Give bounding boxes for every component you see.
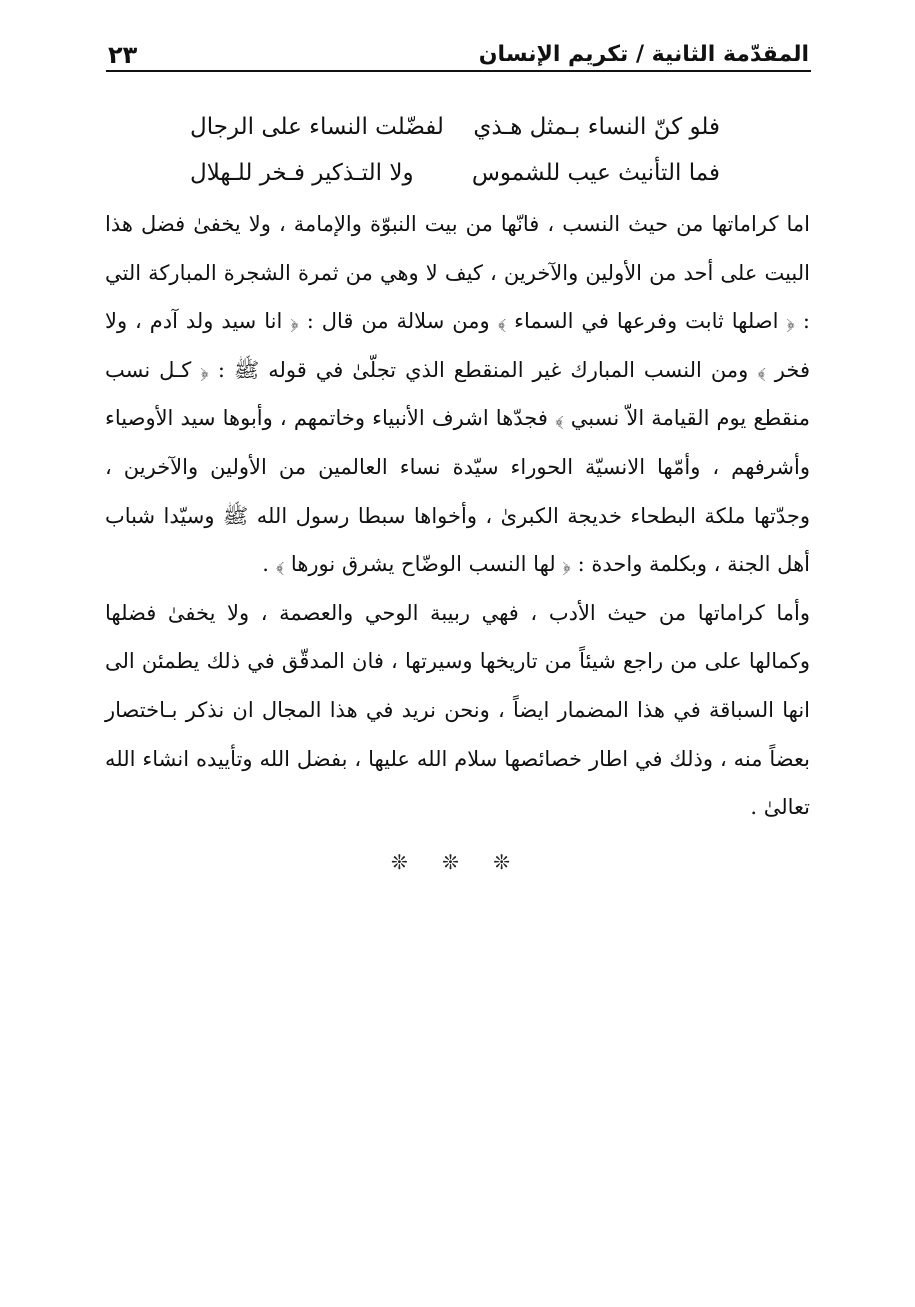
- paragraph-lineage: اما كراماتها من حيث النسب ، فانّها من بيت النبوّة والإمامة ، ولا يخفىٰ فضل هذا البيت على أحد من الأولين والآخرين ، كيف لا وهي من ثمرة الشجرة المباركة التي : ﴿ اصلها ثابت وفرعها في السماء ﴾ ومن سلالة من قال : ﴿ انا سيد ولد آدم ، ولا فخر ﴾ ومن النسب المبارك غير المنقطع الذي تجلّىٰ في قوله ﷺ : ﴿ كـل نسب منقطع يوم القيامة الاّ نسبي ﴾ فجدّها اشرف الأنبياء وخاتمهم ، وأبوها سيد الأوصياء وأشرفهم ، وأمّها الانسيّة الحوراء سيّدة نساء العالمين من الأولين والآخرين ، وجدّتها ملكة البطحاء خديجة الكبرىٰ ، وأخواها سبطا رسول الله ﷺ وسيّدا شباب أهل الجنة ، وبكلمة واحدة : ﴿ لها النسب الوضّاح يشرق نورها ﴾ .: [105, 212, 810, 577]
- section-separator: ❊ ❊ ❊: [391, 850, 524, 874]
- poem: [190, 104, 720, 196]
- verse-second-hemistich: ولا التـذكير فـخر للـهلال: [190, 160, 414, 186]
- body-text: [105, 200, 810, 832]
- paragraph-manners: وأما كراماتها من حيث الأدب ، فهي ربيبة الوحي والعصمة ، ولا يخفىٰ فضلها وكمالها على من راجع شيئاً من تاريخها وسيرتها ، فان المدقّق في ذلك يطمئن الى انها السباقة في هذا المضمار ايضاً ، ونحن نريد في هذا المجال ان نذكر بـاختصار بعضاً منه ، وذلك في اطار خصائصها سلام الله عليها ، بفضل الله وتأييده انشاء الله تعالىٰ .: [105, 600, 810, 820]
- poem-verse: [190, 150, 720, 196]
- page-header: [108, 30, 809, 70]
- verse-first-hemistich: فلو كنّ النساء بـمثل هـذي: [473, 114, 720, 140]
- verse-second-hemistich: لفضّلت النساء على الرجال: [190, 114, 444, 140]
- running-title: المقدّمة الثانية / تكريم الإنسان: [478, 42, 809, 67]
- verse-first-hemistich: فما التأنيث عيب للشموس: [471, 160, 720, 186]
- poem-verse: [190, 104, 720, 150]
- header-rule: [106, 70, 811, 72]
- page-number: ٢٣: [108, 41, 138, 69]
